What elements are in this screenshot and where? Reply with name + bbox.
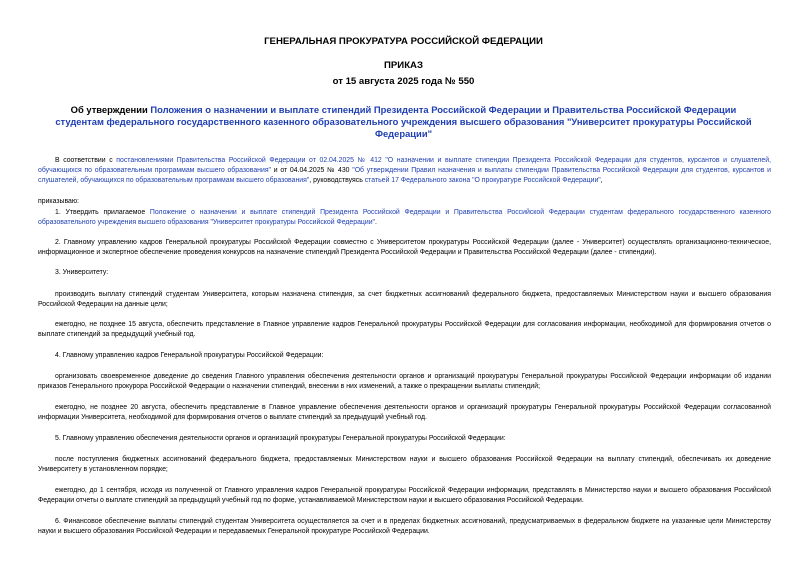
item-1-text: 1. Утвердить прилагаемое: [55, 209, 150, 216]
item-5-a: после поступления бюджетных ассигнований федерального бюджета, предоставляемых Министерством науки и высшего образования Российской Федерации на выплату стипендий, обеспечивать их доведение Университету в установленном порядке;: [38, 456, 771, 474]
item-3-a: производить выплату стипендий студентам Университета, которым назначена стипендия, за счет бюджетных ассигнований федерального бюджета, предоставляемых Министерством науки и высшего образования Российской Федерации на данные цели;: [38, 291, 771, 309]
item-1: [38, 208, 771, 228]
doc-type: ПРИКАЗ: [384, 60, 423, 71]
preamble-link-decree-412[interactable]: постановлениями Правительства Российской Федерации от 02.04.2025 № 412 "О назначении и выплате стипендии Президента Российской Федерации для студентов, курсантов и слушателей, обучающихся по образовательным программам высшего образования": [38, 157, 771, 175]
item-4-b: ежегодно, не позднее 20 августа, обеспечить представление в Главное управление обеспечения деятельности органов и организаций прокуратуры Генеральной прокуратуры Российской Федерации согласованной информации Университета, необходимой для формирования отчетов о выплате стипендий за предыдущий учебный год.: [38, 404, 771, 422]
orders-line: приказываю:: [38, 198, 79, 205]
item-6: 6. Финансовое обеспечение выплаты стипендий студентам Университета осуществляется за счет и в пределах бюджетных ассигнований, предусматриваемых в федеральном бюджете на указанные цели Министерству науки и высшего образования Российской Федерации и передаваемых Генеральной прокуратуре Российской Федерации.: [38, 518, 771, 536]
item-4: 4. Главному управлению кадров Генеральной прокуратуры Российской Федерации:: [55, 352, 324, 359]
preamble-text-4: ,: [600, 177, 603, 185]
preamble-text-1: В соответствии с: [55, 157, 117, 164]
item-4-a: организовать своевременное доведение до сведения Главного управления обеспечения деятельности органов и организаций прокуратуры Генеральной прокуратуры Российской Федерации информации об издании приказов Генерального прокурора Российской Федерации о назначении стипендий, внесении в них изменений, а также о прекращении выплаты стипендий;: [38, 373, 771, 391]
item-1-link-regulation[interactable]: Положение о назначении и выплате стипендий Президента Российской Федерации и Правительства Российской Федерации студентам федерального государственного казенного образовательного учреждения высшего образования "Университет прокуратуры Российской Федерации": [38, 209, 772, 227]
title-link[interactable]: Положения о назначении и выплате стипендий Президента Российской Федерации и Правительства Российской Федерации студентам федерального государственного казенного образовательного учреждения высшего образования "Университет прокуратуры Российской Федерации": [55, 104, 752, 139]
doc-date-number: от 15 августа 2025 года № 550: [332, 76, 475, 87]
title-prefix: Об утверждении: [70, 104, 151, 115]
item-5: 5. Главному управлению обеспечения деятельности органов и организаций прокуратуры Генеральной прокуратуры Российской Федерации:: [55, 435, 506, 442]
preamble-text-2: и от 04.04.2025 № 430: [271, 167, 353, 175]
preamble-link-decree-430[interactable]: "Об утверждении Правил назначения и выплаты стипендии Правительства Российской Федерации для студентов, курсантов и слушателей, обучающихся по образовательным программам высшего образования": [38, 167, 772, 185]
org-name: ГЕНЕРАЛЬНАЯ ПРОКУРАТУРА РОССИЙСКОЙ ФЕДЕРАЦИИ: [264, 36, 543, 47]
preamble-link-law-article-17[interactable]: статьей 17 Федерального закона "О прокуратуре Российской Федерации": [364, 177, 601, 185]
item-1-end: .: [375, 219, 377, 227]
item-5-b: ежегодно, до 1 сентября, исходя из полученной от Главного управления кадров Генеральной прокуратуры Российской Федерации информации, представлять в Министерство науки и высшего образования Российской Федерации отчеты о выплате стипендий за предыдущий учебный год по форме, устанавливаемой Министерством науки и высшего образования Российской Федерации.: [38, 487, 771, 505]
preamble-text-3: , руководствуясь: [309, 177, 365, 185]
item-2: 2. Главному управлению кадров Генеральной прокуратуры Российской Федерации совместно с Университетом прокуратуры Российской Федерации (далее - Университет) осуществлять организационно-техническое, информационное и экспертное обеспечение проведения конкурсов на назначение стипендий Президента Российской Федерации и Правительства Российской Федерации (далее - стипендии).: [38, 239, 771, 257]
preamble: [38, 156, 771, 187]
document-title: [50, 104, 757, 140]
item-3: 3. Университету:: [55, 269, 109, 276]
item-3-b: ежегодно, не позднее 15 августа, обеспечить представление в Главное управление кадров Генеральной прокуратуры Российской Федерации для согласования информации, необходимой для формирования отчетов о выплате стипендий за предыдущий учебный год.: [38, 321, 771, 339]
